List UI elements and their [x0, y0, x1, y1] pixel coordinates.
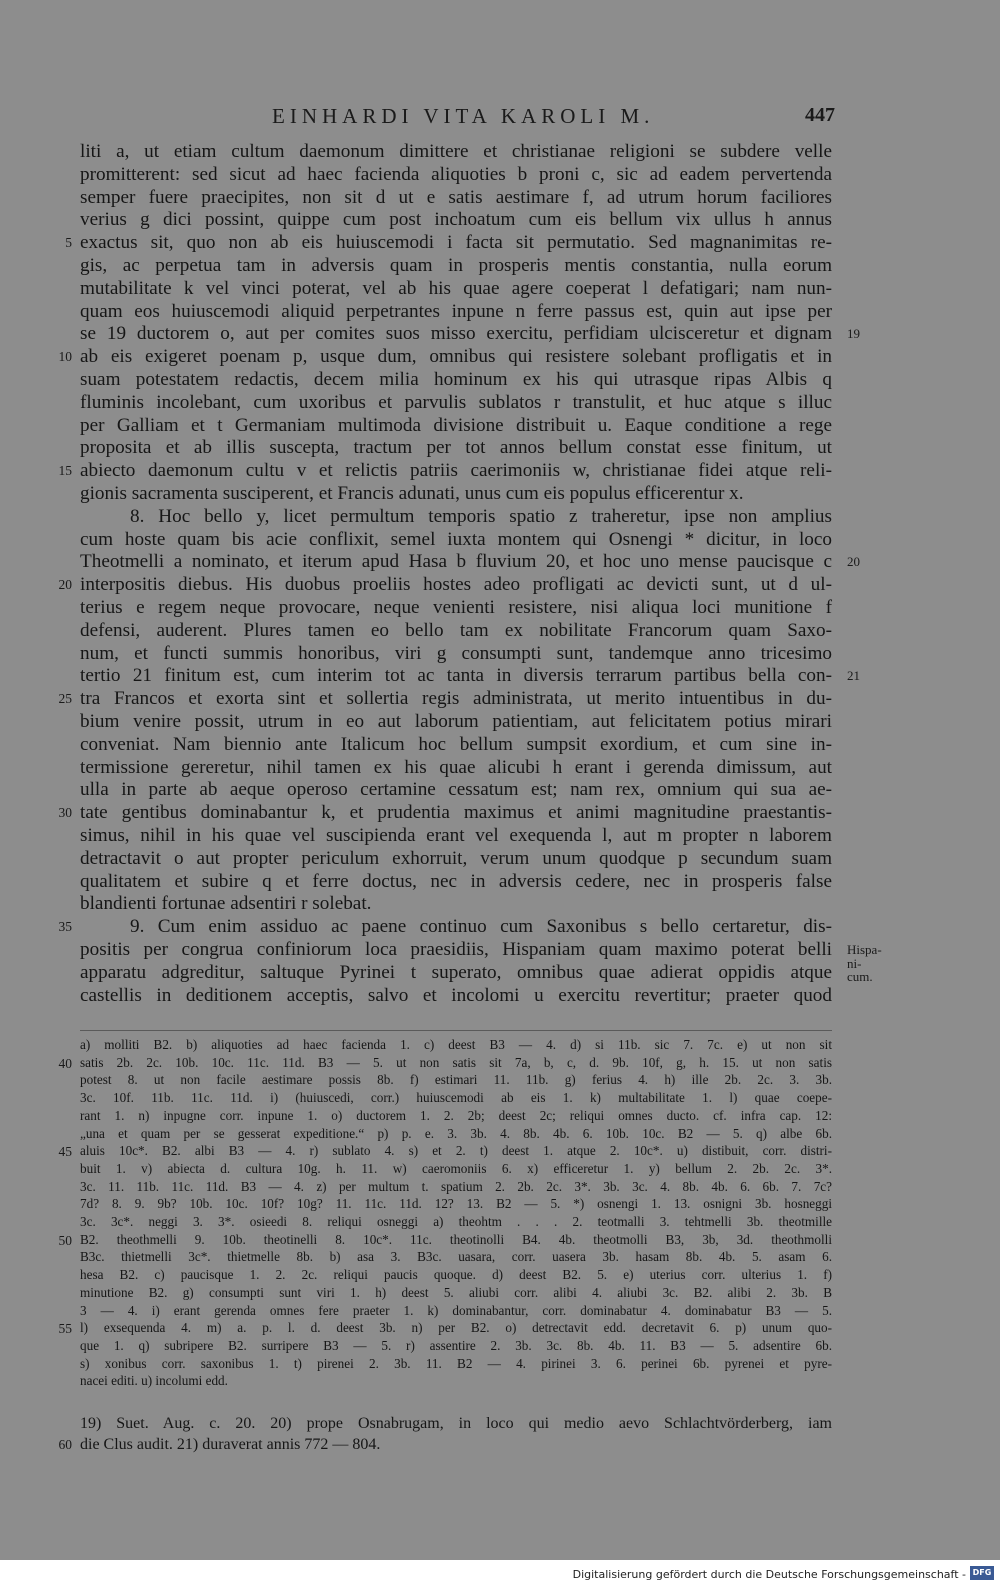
- text-line: ulla in parte ab aeque operoso certamine cessatum est; nam rex, omnium qui sua ae-: [80, 779, 832, 801]
- text-line: se 19 ductorem o, aut per comites suos misso exercitu, perfidiam ulcisceretur et dignam: [80, 323, 832, 345]
- apparatus-line: „una et quam per se gesserat expeditione.“ p) p. e. 3. 3b. 4. 8b. 4b. 6. 10b. 10c. B2 — 5. q) albe 6b.: [80, 1125, 832, 1141]
- page-number: 447: [805, 104, 835, 126]
- line-number: 10: [58, 349, 72, 365]
- text-line: gionis sacramenta susciperent, et Francis adunati, unus cum eis populus efficerentur x.: [80, 483, 744, 504]
- line-number: 55: [58, 1321, 72, 1337]
- line-number: 30: [58, 805, 72, 821]
- text-line: gis, ac perpetua tam in adversis quam in prosperis mentis constantia, nulla eorum: [80, 255, 832, 276]
- text-line: num, et functi summis honoribus, viri g consumpti sunt, tandemque anno tricesimo: [80, 642, 832, 664]
- text-line: tra Francos et exorta sint et sollertia regis administrata, ut merito intuentibus in du-: [80, 688, 832, 710]
- apparatus-line: 7d? 8. 9. 9b? 10b. 10c. 10f? 10g? 11. 11c. 11d. 12? 13. B2 — 5. *) osnengi 1. 13. osnigni 3b. hosneggi: [80, 1196, 832, 1212]
- text-line: exactus sit, quo non ab eis huiuscemodi i facta sit permutatio. Sed magnanimitas re-: [80, 232, 832, 254]
- apparatus-line: satis 2b. 2c. 10b. 10c. 11c. 11d. B3 — 5. ut non satis sit 7a, b, c, d. 9b. 10f, g, h. 15. ut non satis: [80, 1054, 832, 1070]
- text-line: 8. Hoc bello y, licet permultum temporis spatio z traheretur, ipse non amplius: [130, 505, 832, 527]
- text-line: ab eis exigeret poenam p, usque dum, omnibus qui resistere solebant profligatis et in: [80, 346, 832, 368]
- text-line: conveniat. Nam biennio ante Italicum hoc bellum sumpsit exordium, et cum sine in-: [80, 733, 832, 755]
- text-line: liti a, ut etiam cultum daemonum dimittere et christianae religioni se subdere velle: [80, 141, 832, 162]
- margin-note: ni-: [847, 955, 862, 971]
- text-line: terius e regem neque provocare, neque venienti resistere, nisi aliqua loci munitione f: [80, 597, 832, 618]
- apparatus-line: B3c. thietmelli 3c*. thietmelle 8b. b) asa 3. B3c. uasara, corr. uasera 3b. hasam 8b. 4b. 5. asam 6.: [80, 1249, 832, 1265]
- apparatus-line: a) molliti B2. b) aliquoties ad haec facienda 1. c) deest B3 — 4. d) si 11b. sic 7. 7c. e) ut non sit: [80, 1037, 832, 1052]
- apparatus-line: hesa B2. c) paucisque 1. 2. 2c. reliqui paucis quoque. d) deest B2. 5. e) uterius corr. ulterius 1. f): [80, 1267, 832, 1283]
- apparatus-line: aluis 10c*. B2. albi B3 — 4. r) sublato 4. s) et 2. t) deest 1. atque 2. 10c*. u) distibuit, corr. distri-: [80, 1143, 832, 1159]
- apparatus-line: buit 1. v) abiecta d. cultura 10g. h. 11. w) caeromoniis 6. x) efficeretur 1. y) bellum 2. 2b. 2c. 3*.: [80, 1160, 832, 1176]
- apparatus-line: nacei editi. u) incolumi edd.: [80, 1373, 228, 1389]
- apparatus-line: 3c. 3c*. neggi 3. 3*. osieedi 8. reliqui osneggi a) theohtm . . . 2. teotmalli 3. tehtmelli 3b. theotmille: [80, 1214, 832, 1229]
- line-number: 5: [65, 235, 72, 251]
- line-number: 50: [58, 1232, 72, 1248]
- apparatus-line: potest 8. ut non facile aestimare possis 8b. f) estimari 11. 11b. g) ferius 4. h) ille 2b. 2c. 3. 3b.: [80, 1072, 832, 1088]
- text-line: verius g dici possint, quippe cum post inchoatum cum eis bellum vix ullus h annus: [80, 209, 832, 231]
- text-line: termissione gereretur, nihil tamen ex his quae alicubi h erant i gerenda dimissum, aut: [80, 756, 832, 778]
- text-line: tate gentibus dominabantur k, et prudentia maximus et animi magnitudine praestantis-: [80, 802, 832, 824]
- dfg-logo: DFG: [970, 1566, 994, 1580]
- line-number: 45: [58, 1144, 72, 1160]
- text-line: blandienti fortunae adsentiri r solebat.: [80, 893, 372, 915]
- running-head: [0, 104, 1000, 132]
- text-line: mutabilitate k vel vinci poterat, vel ab his quae agere coeperat l defatigari; nam nun-: [80, 277, 832, 299]
- apparatus-line: s) xonibus corr. saxonibus 1. t) pirenei 2. 3b. 11. B2 — 4. pirinei 3. 6. perinei 6b. pyrenei et pyre-: [80, 1355, 832, 1371]
- line-number: 20: [58, 577, 72, 593]
- text-line: castellis in deditionem acceptis, salvo et incolomi u exercitu revertitur; praeter quod: [80, 984, 832, 1006]
- text-line: apparatu adgreditur, saltuque Pyrinei t superato, omnibus quae adierat oppidis atque: [80, 961, 832, 983]
- text-line: fluminis incolebant, cum uxoribus et parvulis sublatos r transtulit, et huc atque s illuc: [80, 391, 832, 413]
- text-line: suam potestatem redactis, decem milia hominum ex his qui utrasque ripas Albis q: [80, 369, 832, 390]
- line-number: 60: [58, 1437, 72, 1452]
- text-line: Theotmelli a nominato, et iterum apud Hasa b fluvium 20, et hoc uno mense paucisque c: [80, 551, 832, 573]
- text-line: semper fuere praecipites, non sit d ut e satis aestimare f, ad utrum horum faciliores: [80, 186, 832, 208]
- margin-note: 20: [847, 554, 860, 570]
- apparatus-line: minutione B2. g) consumpti sunt viri 1. h) deest 5. aliubi corr. alibi 4. aliubi 3c. B2. alibi 2. 3b. B: [80, 1284, 832, 1300]
- text-line: positis per congrua confiniorum loca praesidiis, Hispaniam quam maximo poterat belli: [80, 939, 832, 960]
- text-line: interpositis diebus. His duobus proeliis hostes adeo profligati ac devicti sunt, ut d ul-: [80, 574, 832, 596]
- text-line: promitterent: sed sicut ad haec facienda aliquoties b proni c, sic ad eadem pervertenda: [80, 163, 832, 185]
- line-number: 40: [58, 1055, 72, 1071]
- margin-note: cum.: [847, 969, 873, 985]
- apparatus-line: rant 1. n) inpugne corr. inpune 1. o) ductorem 1. 2. 2b; deest 2c; reliqui omnes ducto. cf. infra cap. 12:: [80, 1107, 832, 1123]
- margin-note: 21: [847, 668, 860, 684]
- line-number: 25: [58, 691, 72, 707]
- apparatus-line: l) exsequenda 4. m) a. p. l. d. deest 3b. n) per B2. o) detrectavit edd. decretavit 6. p) unum quo-: [80, 1320, 832, 1336]
- editor-note-line: die Clus audit. 21) duraverat annis 772 — 804.: [80, 1436, 381, 1453]
- text-line: per Galliam et t Germaniam multimoda divisione distribuit u. Eaque conditione a rege: [80, 414, 832, 436]
- apparatus-line: 3 — 4. i) erant gerenda omnes fere praeter 1. k) dominabantur, corr. dominabatur 4. dominabatur B3 — 5.: [80, 1302, 832, 1318]
- text-line: bium venire possit, utrum in eo aut laborum patientiam, aut felicitatem potius mirari: [80, 711, 832, 732]
- margin-note: 19: [847, 326, 860, 342]
- running-title: EINHARDI VITA KAROLI M.: [272, 104, 655, 128]
- apparatus-line: 3c. 10f. 11b. 11c. 11d. i) (huiuscedi, corr.) huiuscemodi ab eis 1. k) multabilitate 1. l) quae coepe-: [80, 1090, 832, 1106]
- margin-note: Hispa-: [847, 942, 882, 957]
- apparatus-line: que 1. q) subripere B2. surripere B3 — 5. r) assentire 2. 3b. 3c. 8b. 4b. 11. B3 — 5. adsentire 6b.: [80, 1337, 832, 1353]
- text-line: proposita et ab illis suscepta, tractum per tot annos bellum constat esse finitum, ut: [80, 437, 832, 459]
- text-line: cum hoste quam bis acie conflixit, semel iuxta montem qui Osnengi * dicitur, in loco: [80, 528, 832, 550]
- text-line: detractavit o aut propter periculum exhorruit, verum unum quodque p secundum suam: [80, 847, 832, 869]
- text-line: quam eos huiuscemodi aliquid perpetrantes inpune n ferre passus est, quin aut ipse per: [80, 300, 832, 322]
- text-line: 9. Cum enim assiduo ac paene continuo cum Saxonibus s bello certaretur, dis-: [130, 916, 832, 938]
- apparatus-line: 3c. 11. 11b. 11c. 11d. B3 — 4. z) per multum t. spatium 2. 2b. 2c. 3*. 3b. 3c. 4. 8b. 4b. 6. 6b. 7. 7c?: [80, 1178, 832, 1194]
- text-line: simus, nihil in his quae vel suscipienda erant vel exequenda l, aut m propter n laborem: [80, 825, 832, 846]
- text-line: tertio 21 finitum est, cum interim tot ac tanta in diversis terrarum partibus bella con-: [80, 665, 832, 687]
- text-line: qualitatem et subire q et ferre doctus, nec in adversis cedere, nec in prosperis false: [80, 870, 832, 892]
- footnote-rule: [80, 1030, 832, 1031]
- apparatus-line: B2. theothmelli 9. 10b. theotinelli 8. 10c*. 11c. theotinolli B4. 4b. theotmolli B3, 3b, 3d. theothmolli: [80, 1231, 832, 1247]
- text-line: abiecto daemonum cultu v et relictis patriis caerimoniis w, christianae fidei atque reli-: [80, 460, 832, 482]
- line-number: 15: [58, 463, 72, 479]
- text-line: defensi, auderent. Plures tamen eo bello tam ex nobilitate Francorum quam Saxo-: [80, 619, 832, 641]
- line-number: 35: [58, 919, 72, 935]
- funding-credit: Digitalisierung gefördert durch die Deutsche Forschungsgemeinschaft -: [572, 1568, 966, 1581]
- editor-note-line: 19) Suet. Aug. c. 20. 20) prope Osnabrugam, in loco qui medio aevo Schlachtvörderberg, iam: [80, 1415, 832, 1432]
- footer-bar: [0, 1560, 1000, 1591]
